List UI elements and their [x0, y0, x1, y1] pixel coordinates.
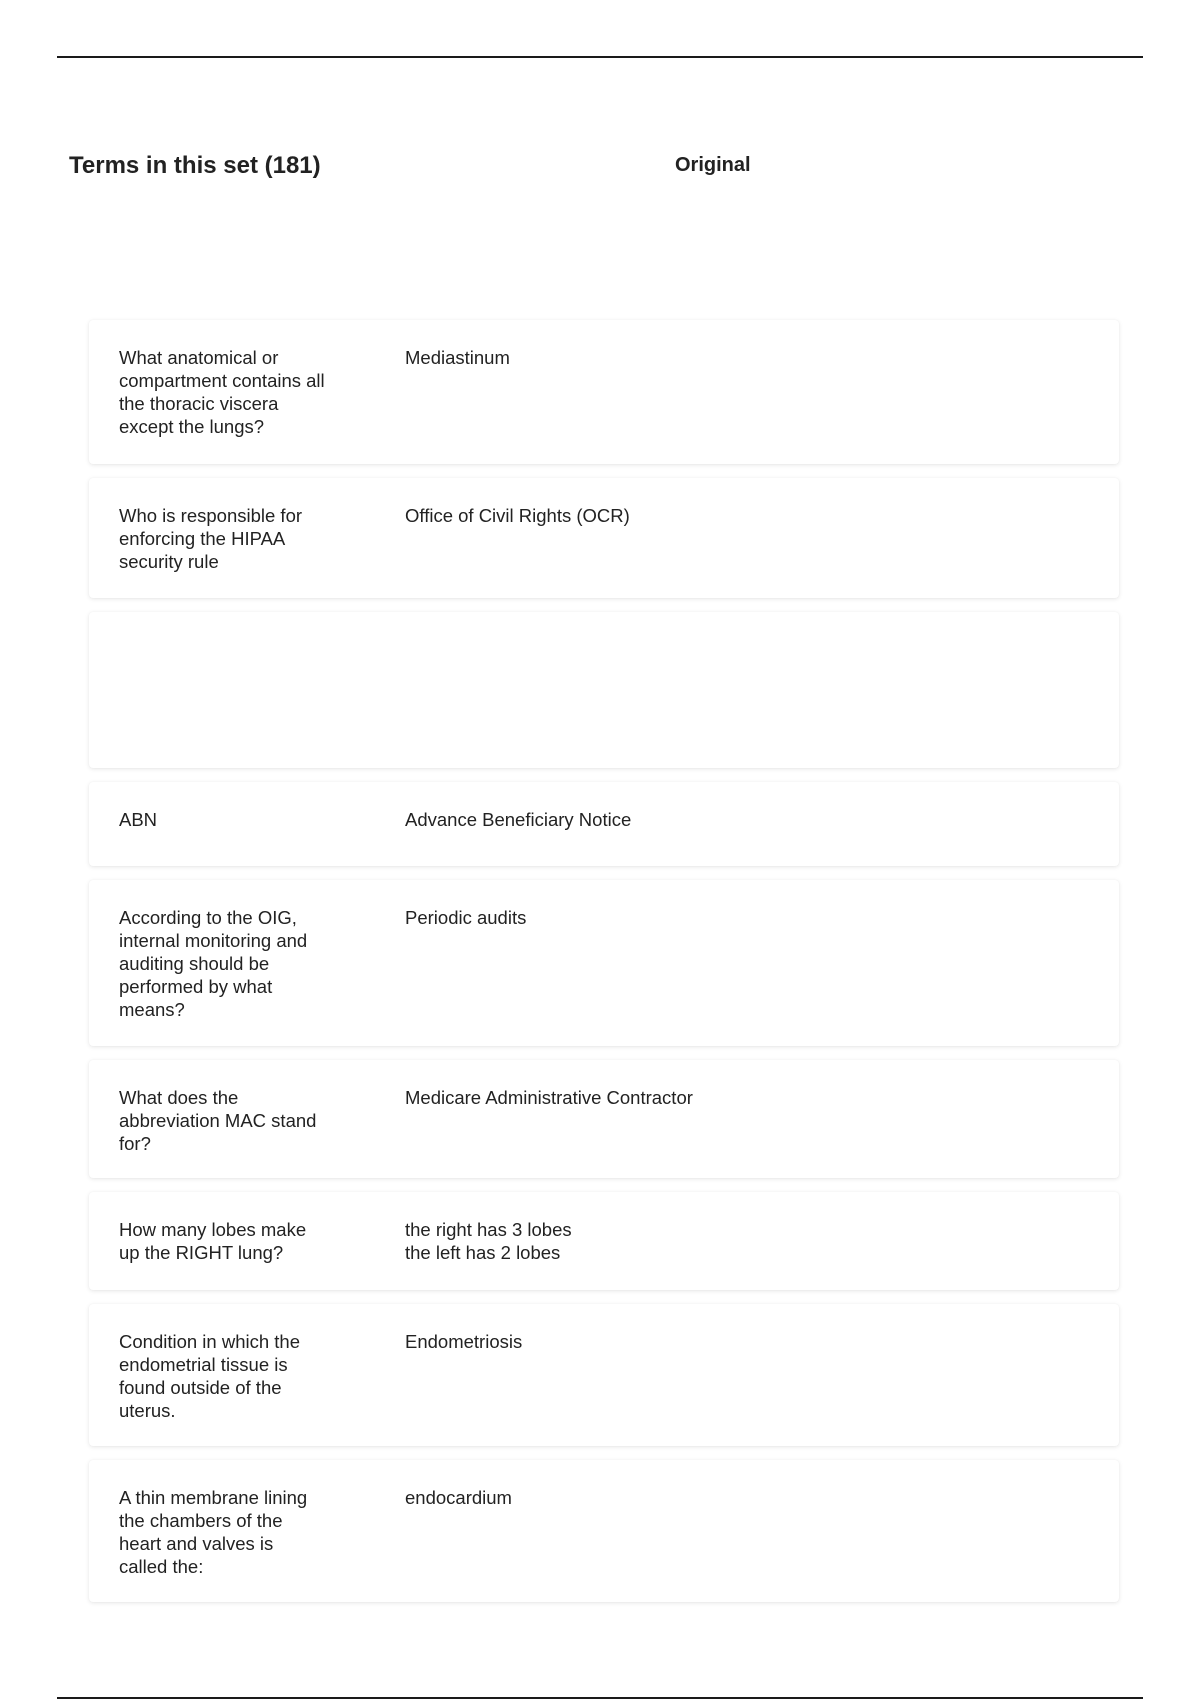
term-text: According to the OIG, internal monitoring and auditing should be performed by what means? [119, 907, 308, 1020]
definition-text: Endometriosis [405, 1331, 523, 1352]
definition-text: Advance Beneficiary Notice [405, 809, 632, 830]
term-card-empty [89, 612, 1119, 768]
definition-text: the right has 3 lobes the left has 2 lobes [405, 1219, 572, 1263]
bottom-rule [57, 1697, 1143, 1699]
term-card-list [89, 320, 1119, 1616]
definition-text: Medicare Administrative Contractor [405, 1087, 693, 1108]
top-rule [57, 56, 1143, 58]
term-card [89, 1460, 1119, 1602]
definition-text: Periodic audits [405, 907, 527, 928]
term-text: Condition in which the endometrial tissue is found outside of the uterus. [119, 1331, 300, 1421]
set-title: Terms in this set (181) [69, 152, 321, 179]
definition-text: Mediastinum [405, 347, 510, 368]
term-card [89, 782, 1119, 866]
term-card [89, 1304, 1119, 1446]
term-card [89, 320, 1119, 464]
definition-text: Office of Civil Rights (OCR) [405, 505, 630, 526]
term-text: What does the abbreviation MAC stand for? [119, 1087, 317, 1154]
term-text: What anatomical or compartment contains all the thoracic viscera except the lungs? [119, 347, 325, 437]
term-card [89, 1060, 1119, 1178]
term-card [89, 1192, 1119, 1290]
term-text: Who is responsible for enforcing the HIPAA security rule [119, 505, 303, 572]
column-label-original: Original [675, 154, 751, 176]
term-card [89, 478, 1119, 598]
term-text: ABN [119, 809, 158, 830]
term-text: A thin membrane lining the chambers of the heart and valves is called the: [119, 1487, 308, 1577]
definition-text: endocardium [405, 1487, 512, 1508]
term-card [89, 880, 1119, 1046]
term-text: How many lobes make up the RIGHT lung? [119, 1219, 307, 1263]
